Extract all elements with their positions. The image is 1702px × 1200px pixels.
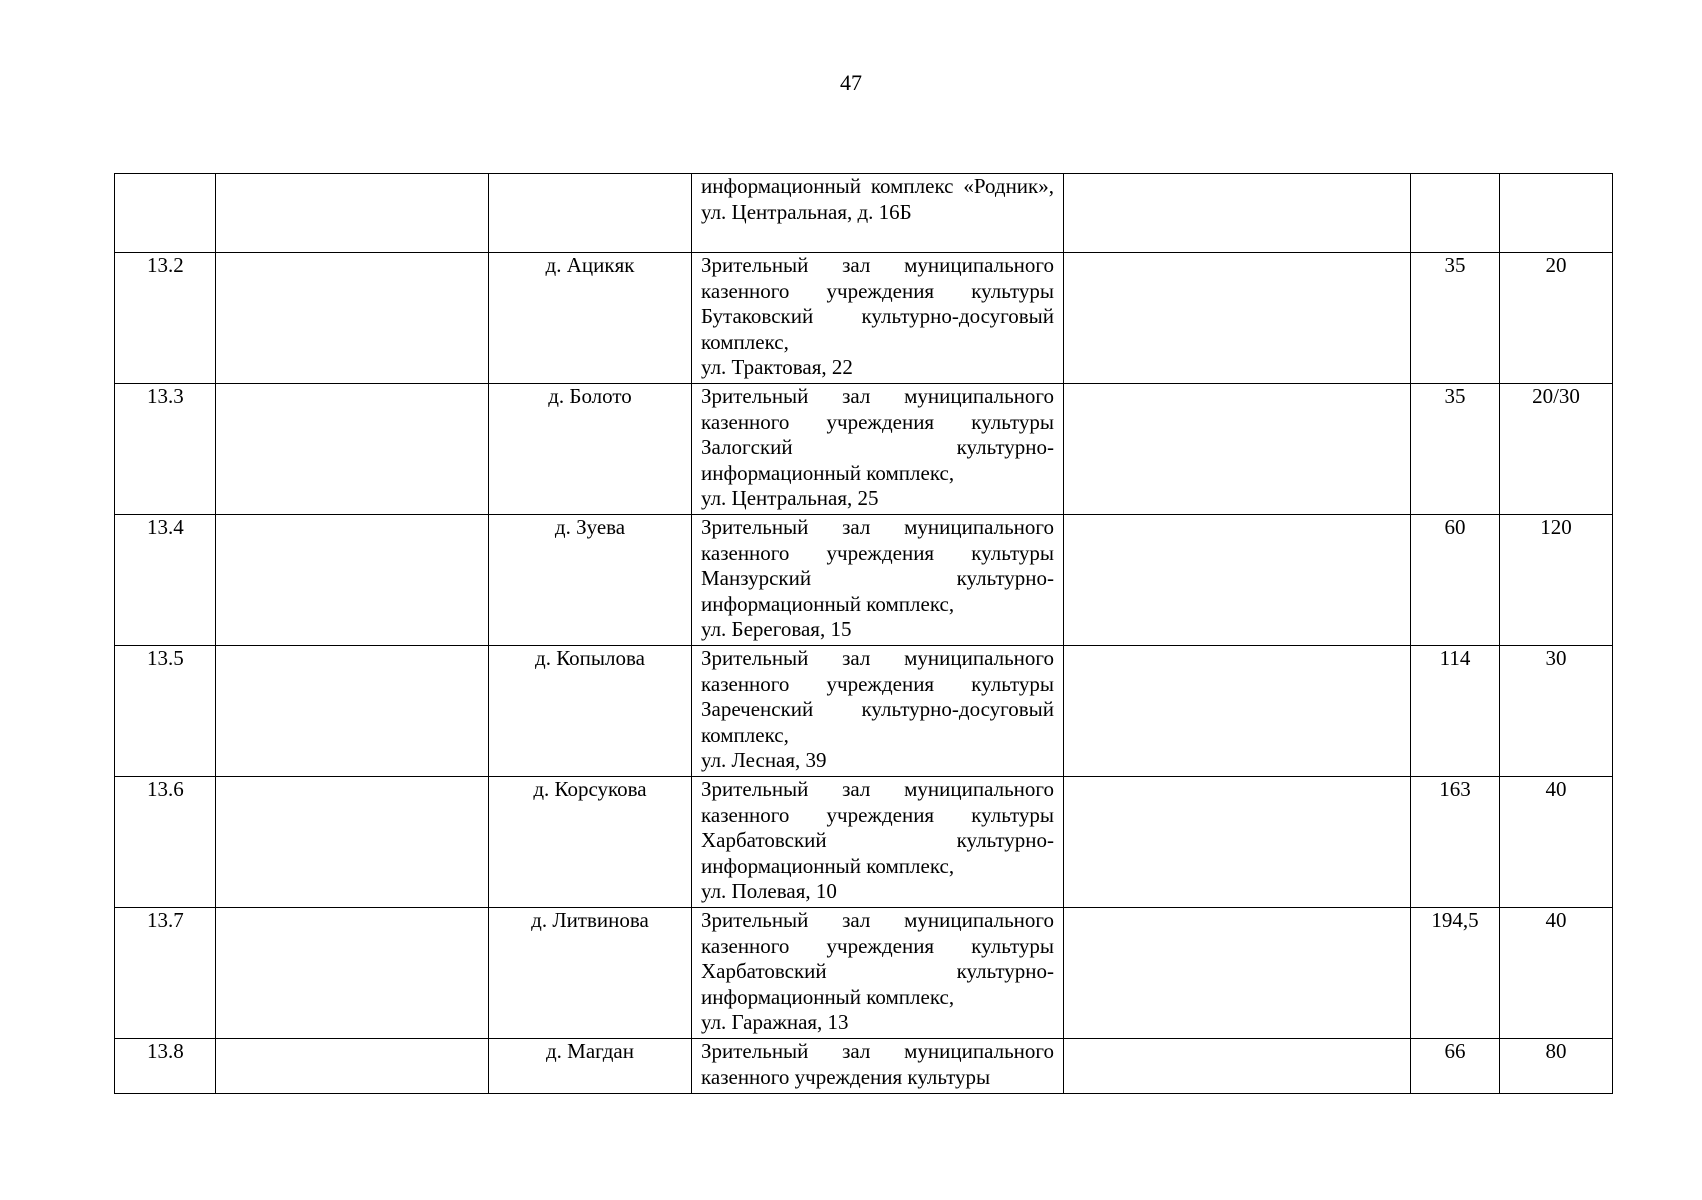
cell-place: д. Ацикяк [489, 253, 692, 384]
cell-number: 13.2 [115, 253, 216, 384]
cell-place: д. Литвинова [489, 908, 692, 1039]
description-text: Зрительный зал муниципального казенного учреждения культуры Зареченский культурно-досуговый комплекс, [701, 646, 1054, 747]
address-text: ул. Центральная, 25 [701, 486, 879, 511]
cell-value-1: 163 [1411, 777, 1500, 908]
cell-value-1 [1411, 174, 1500, 253]
page-number: 47 [840, 70, 862, 95]
table-row [115, 515, 1613, 646]
description-text: Зрительный зал муниципального казенного учреждения культуры Бутаковский культурно-досуговый комплекс, [701, 253, 1054, 354]
address-text: ул. Береговая, 15 [701, 617, 852, 642]
cell-value-2: 20 [1500, 253, 1613, 384]
cell-value-2: 120 [1500, 515, 1613, 646]
cell-empty [216, 174, 489, 253]
cell-description [692, 253, 1064, 384]
cell-value-2: 40 [1500, 777, 1613, 908]
cell-empty [1064, 646, 1411, 777]
cell-value-2 [1500, 174, 1613, 253]
cell-empty [1064, 384, 1411, 515]
cell-place [489, 174, 692, 253]
table-row [115, 908, 1613, 1039]
cell-description [692, 646, 1064, 777]
cell-number: 13.5 [115, 646, 216, 777]
cell-description [692, 777, 1064, 908]
cell-empty [216, 515, 489, 646]
cell-empty [1064, 908, 1411, 1039]
cell-description [692, 384, 1064, 515]
cell-place: д. Корсукова [489, 777, 692, 908]
cell-value-1: 60 [1411, 515, 1500, 646]
cell-empty [216, 384, 489, 515]
description-text: Зрительный зал муниципального казенного учреждения культуры Харбатовский культурно-информационный комплекс, [701, 777, 1054, 878]
table-row [115, 253, 1613, 384]
cell-value-1: 114 [1411, 646, 1500, 777]
cell-value-2: 30 [1500, 646, 1613, 777]
description-text: Зрительный зал муниципального казенного учреждения культуры [701, 1039, 1054, 1089]
cell-number: 13.6 [115, 777, 216, 908]
address-text: ул. Полевая, 10 [701, 879, 837, 904]
cell-empty [216, 253, 489, 384]
address-text: ул. Лесная, 39 [701, 748, 827, 773]
cell-value-1: 35 [1411, 384, 1500, 515]
cell-place: д. Болото [489, 384, 692, 515]
description-text: Зрительный зал муниципального казенного учреждения культуры Залогский культурно-информационный комплекс, [701, 384, 1054, 485]
cell-value-2: 80 [1500, 1039, 1613, 1094]
cell-empty [1064, 253, 1411, 384]
description-text: Зрительный зал муниципального казенного учреждения культуры Харбатовский культурно-информационный комплекс, [701, 908, 1054, 1009]
address-text: ул. Трактовая, 22 [701, 355, 853, 380]
cell-place: д. Зуева [489, 515, 692, 646]
cell-description [692, 515, 1064, 646]
cell-number [115, 174, 216, 253]
cell-place: д. Копылова [489, 646, 692, 777]
cell-empty [1064, 174, 1411, 253]
table-row [115, 384, 1613, 515]
cell-empty [1064, 1039, 1411, 1094]
cell-empty [216, 777, 489, 908]
cell-empty [216, 646, 489, 777]
table-row [115, 777, 1613, 908]
address-text: ул. Гаражная, 13 [701, 1010, 849, 1035]
cell-description: информационный комплекс «Родник», ул. Центральная, д. 16Б [692, 174, 1064, 253]
cell-empty [216, 1039, 489, 1094]
cell-empty [1064, 777, 1411, 908]
cell-value-1: 66 [1411, 1039, 1500, 1094]
cell-empty [216, 908, 489, 1039]
cell-number: 13.8 [115, 1039, 216, 1094]
facilities-table [114, 173, 1613, 1094]
cell-number: 13.3 [115, 384, 216, 515]
cell-value-1: 194,5 [1411, 908, 1500, 1039]
cell-value-2: 40 [1500, 908, 1613, 1039]
cell-description [692, 1039, 1064, 1094]
cell-description [692, 908, 1064, 1039]
table-row-continuation [115, 174, 1613, 253]
cell-number: 13.4 [115, 515, 216, 646]
table-row [115, 1039, 1613, 1094]
cell-value-2: 20/30 [1500, 384, 1613, 515]
cell-value-1: 35 [1411, 253, 1500, 384]
description-text: Зрительный зал муниципального казенного учреждения культуры Манзурский культурно-информационный комплекс, [701, 515, 1054, 616]
cell-empty [1064, 515, 1411, 646]
cell-number: 13.7 [115, 908, 216, 1039]
table-row [115, 646, 1613, 777]
cell-place: д. Магдан [489, 1039, 692, 1094]
